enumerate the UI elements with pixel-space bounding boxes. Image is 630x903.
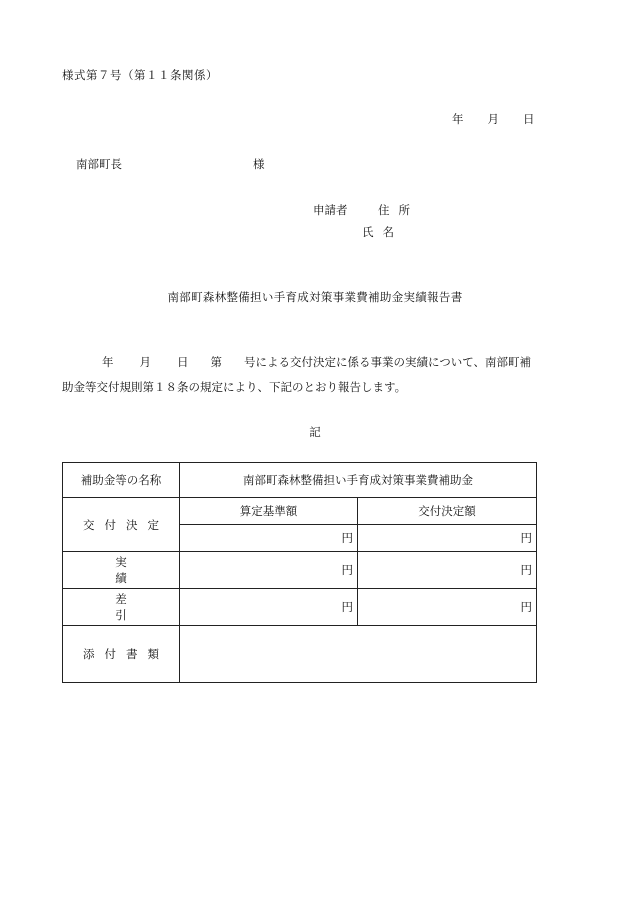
difference-standard-yen: 円 [180, 589, 358, 626]
difference-label: 差引 [63, 589, 180, 626]
decision-label: 交付決定 [63, 498, 180, 552]
table-row [63, 626, 537, 683]
table-row [63, 463, 537, 498]
applicant-label: 申請者 [313, 203, 348, 217]
date-line [452, 111, 535, 127]
body-number-prefix: 第 [210, 355, 222, 369]
address-label: 住所 [378, 203, 419, 217]
summary-table [62, 462, 537, 683]
addressee-honorific: 様 [253, 157, 265, 171]
program-label: 補助金等の名称 [63, 463, 180, 498]
actual-standard-yen: 円 [180, 552, 358, 589]
actual-label: 実績 [63, 552, 180, 589]
addressee-name: 南部町長 [76, 157, 122, 171]
date-day: 日 [523, 112, 535, 126]
document-title: 南部町森林整備担い手育成対策事業費補助金実績報告書 [167, 290, 463, 304]
name-label: 氏名 [362, 225, 403, 239]
body-day: 日 [177, 355, 189, 369]
date-month: 月 [487, 112, 499, 126]
body-line1-text: 号による交付決定に係る事業の実績について、南部町補 [244, 355, 532, 369]
attachments-value[interactable] [180, 626, 537, 683]
attachments-label: 添付書類 [63, 626, 180, 683]
table-row [63, 552, 537, 589]
date-year: 年 [452, 112, 464, 126]
actual-decision-yen: 円 [358, 552, 537, 589]
body-month: 月 [139, 355, 151, 369]
ki-label: 記 [309, 425, 321, 439]
standard-amount-yen: 円 [180, 525, 358, 552]
program-name: 南部町森林整備担い手育成対策事業費補助金 [180, 463, 537, 498]
standard-amount-header: 算定基準額 [180, 498, 358, 525]
body-year: 年 [102, 355, 114, 369]
form-number: 様式第７号（第１１条関係） [62, 68, 218, 82]
difference-decision-yen: 円 [358, 589, 537, 626]
decision-amount-yen: 円 [358, 525, 537, 552]
table-row [63, 589, 537, 626]
body-line-2: 助金等交付規則第１８条の規定により、下記のとおり報告します。 [62, 380, 407, 394]
table-row [63, 498, 537, 525]
body-line-1 [62, 354, 531, 370]
decision-amount-header: 交付決定額 [358, 498, 537, 525]
